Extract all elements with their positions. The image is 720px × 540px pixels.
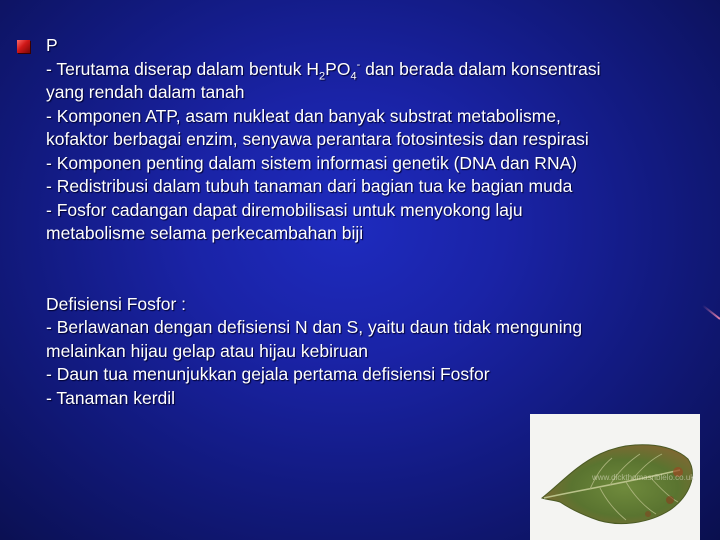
paragraph-gap — [46, 246, 696, 293]
deficiency-line-4: - Tanaman kerdil — [46, 387, 176, 408]
photo-watermark: www.dickthomasriblelo.co.uk — [592, 473, 695, 482]
leaf-photo — [530, 414, 700, 540]
intro-line-2: yang rendah dalam tanah — [46, 82, 245, 102]
leaf-illustration — [530, 414, 700, 540]
intro-line-8: metabolisme selama perkecambahan biji — [46, 223, 364, 243]
intro-line-7: - Fosfor cadangan dapat diremobilisasi untuk menyokong laju — [46, 199, 523, 220]
intro-line-1: - Terutama diserap dalam bentuk $H_2PO_4^-$ dan berada dalam konsentrasi — [46, 58, 601, 82]
slide-heading: P — [46, 35, 58, 55]
intro-line-5: - Komponen penting dalam sistem informasi genetik (DNA dan RNA) — [46, 152, 578, 173]
intro-line-6: - Redistribusi dalam tubuh tanaman dari bagian tua ke bagian muda — [46, 176, 573, 196]
decorative-streak — [702, 305, 720, 320]
deficiency-line-1: - Berlawanan dengan defisiensi N dan S, yaitu daun tidak menguning — [46, 317, 583, 337]
deficiency-heading: Defisiensi Fosfor : — [46, 293, 187, 314]
slide-content — [46, 34, 696, 410]
deficiency-line-3: - Daun tua menunjukkan gejala pertama defisiensi Fosfor — [46, 364, 490, 384]
deficiency-line-2: melainkan hijau gelap atau hijau kebiruan — [46, 340, 369, 361]
red-square-bullet-icon — [17, 40, 30, 53]
intro-line-4: kofaktor berbagai enzim, senyawa perantara fotosintesis dan respirasi — [46, 129, 589, 149]
intro-line-3: - Komponen ATP, asam nukleat dan banyak substrat metabolisme, — [46, 105, 561, 126]
